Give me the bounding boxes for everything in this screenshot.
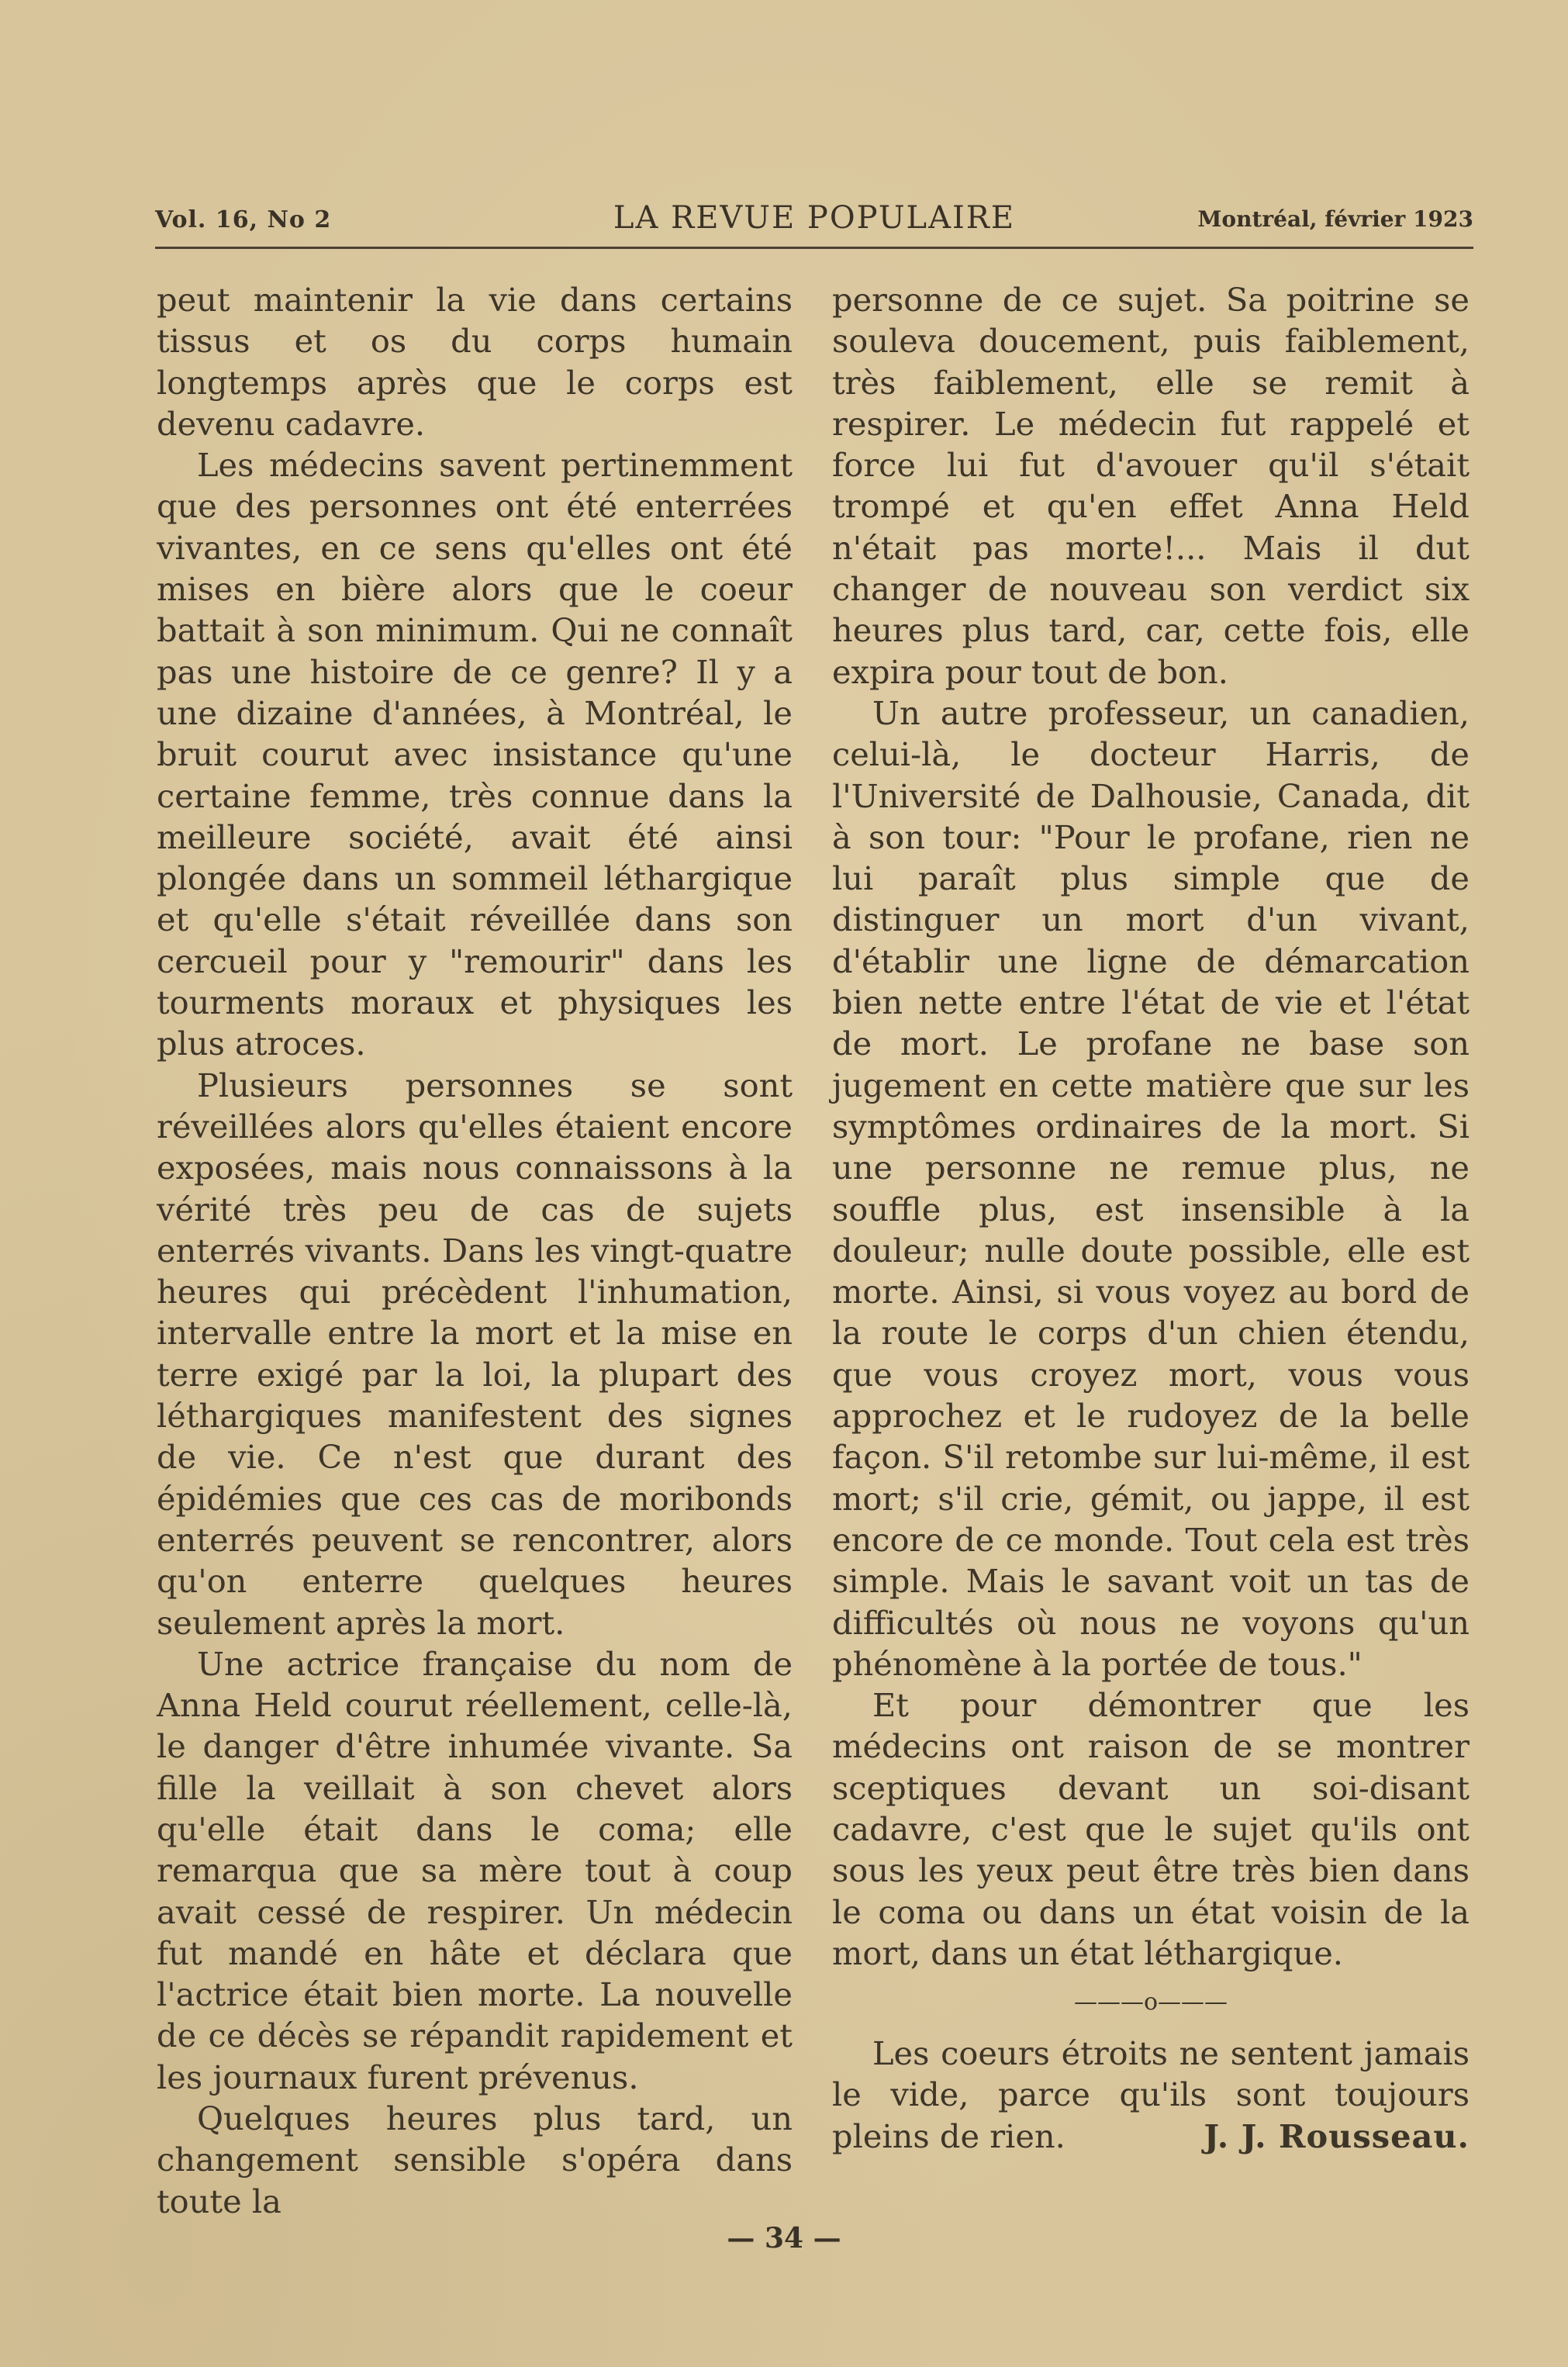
paragraph: Plusieurs personnes se sont réveillées alors qu'elles étaient encore exposées, mais nous connaissons à la vérité très peu de cas de sujets enterrés vivants. Dans les vingt-quatre heures qui précèdent l'inhumation, intervalle entre la mort et la mise en terre exigé par la loi, la plupart des léthargiques manifestent des signes de vie. Ce n'est que durant des épidémies que ces cas de moribonds enterrés peuvent se rencontrer, alors qu'on enterre quelques heures seulement après la mort. — [157, 1066, 793, 1642]
paragraph: Et pour démontrer que les médecins ont raison de se montrer sceptiques devant un soi-disant cadavre, c'est que le sujet qu'ils ont sous les yeux peut être très bien dans le coma ou dans un état voisin de la mort, dans un état léthargique. — [832, 1686, 1470, 1972]
page-number: — 34 — — [727, 2222, 841, 2255]
paragraph: Une actrice française du nom de Anna Held courut réellement, celle-là, le danger d'être inhumée vivante. Sa fille la veillait à son chevet alors qu'elle était dans le coma; elle remarqua que sa mère tout à coup avait cessé de respirer. Un médecin fut mandé en hâte et déclara que l'actrice était bien morte. La nouvelle de ce décès se répandit rapidement et les journaux furent prévenus. — [157, 1644, 793, 2096]
left-column — [157, 279, 793, 2222]
quotation — [832, 2033, 1470, 2157]
volume-number: Vol. 16, No 2 — [155, 206, 332, 233]
right-column — [832, 279, 1470, 2157]
issue-date: Montréal, février 1923 — [1197, 206, 1473, 232]
header-rule — [155, 247, 1473, 249]
quote-author: J. J. Rousseau. — [1204, 2116, 1470, 2155]
paragraph: Un autre professeur, un canadien, celui-là, le docteur Harris, de l'Université de Dalhousie, Canada, dit à son tour: "Pour le profane, rien ne lui paraît plus simple que de distinguer un mort d'un vivant, d'établir une ligne de démarcation bien nette entre l'état de vie et l'état de mort. Le profane ne base son jugement en cette matière que sur les symptômes ordinaires de la mort. Si une personne ne remue plus, ne souffle plus, est insensible à la douleur; nulle doute possible, elle est morte. Ainsi, si vous voyez au bord de la route le corps d'un chien étendu, que vous croyez mort, vous vous approchez et le rudoyez de la belle façon. S'il retombe sur lui-même, il est mort; s'il crie, gémit, ou jappe, il est encore de ce monde. Tout cela est très simple. Mais le savant voit un tas de difficultés où nous ne voyons qu'un phénomène à la portée de tous." — [832, 693, 1470, 1683]
paragraph: peut maintenir la vie dans certains tissus et os du corps humain longtemps après que le corps est devenu cadavre. — [157, 281, 793, 443]
paragraph: personne de ce sujet. Sa poitrine se souleva doucement, puis faiblement, très faiblement, elle se remit à respirer. Le médecin fut rappelé et force lui fut d'avouer qu'il s'était trompé et qu'en effet Anna Held n'était pas morte!... Mais il dut changer de nouveau son verdict six heures plus tard, car, cette fois, elle expira pour tout de bon. — [832, 281, 1470, 691]
journal-title: LA REVUE POPULAIRE — [613, 200, 1016, 236]
paragraph: Quelques heures plus tard, un changement sensible s'opéra dans toute la — [157, 2099, 793, 2220]
section-separator: ———o——— — [1073, 1989, 1228, 2016]
quote-text — [832, 2033, 1470, 2157]
page-header — [155, 200, 1473, 239]
paragraph: Les médecins savent pertinemment que des personnes ont été enterrées vivantes, en ce sens qu'elles ont été mises en bière alors que le coeur battait à son minimum. Qui ne connaît pas une histoire de ce genre? Il y a une dizaine d'années, à Montréal, le bruit courut avec insistance qu'une certaine femme, très connue dans la meilleure société, avait été ainsi plongée dans un sommeil léthargique et qu'elle s'était réveillée dans son cercueil pour y "remourir" dans les tourments moraux et physiques les plus atroces. — [157, 446, 793, 1063]
quote-body: Les coeurs étroits ne sentent jamais le vide, parce qu'ils sont toujours pleins de rien. — [832, 2034, 1470, 2155]
